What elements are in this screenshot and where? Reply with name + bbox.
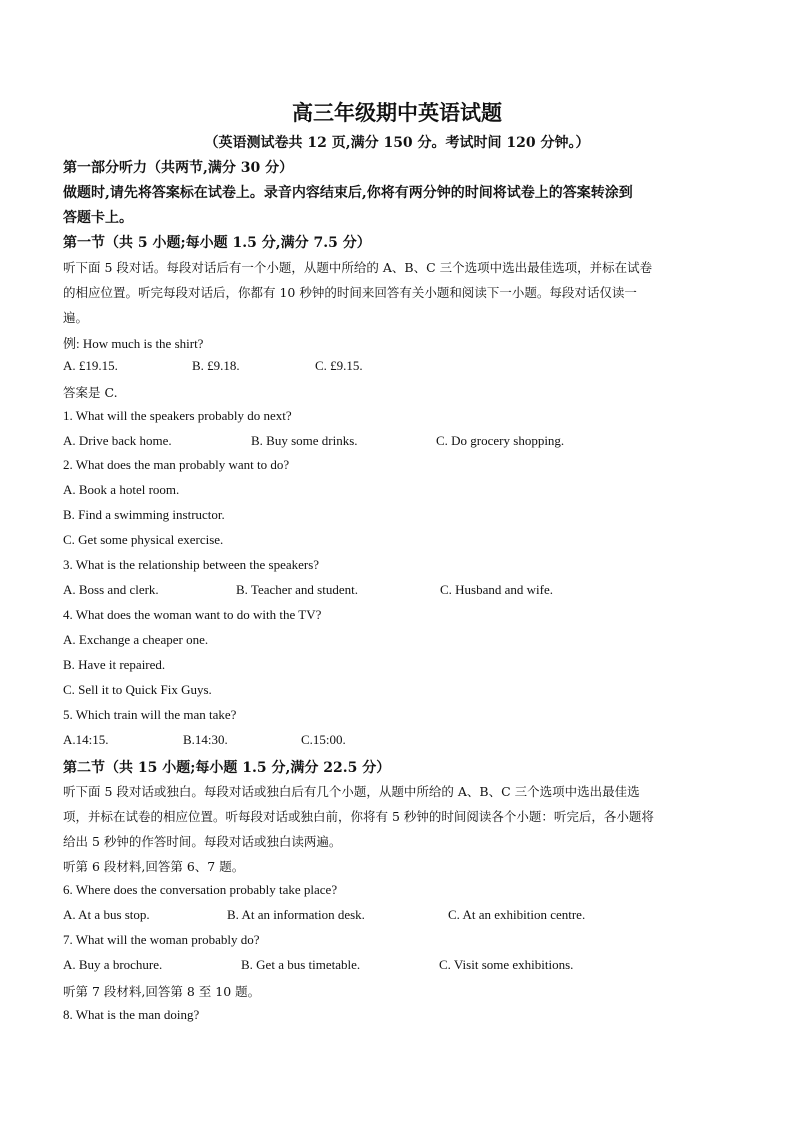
part1-heading: 第一部分听力（共两节,满分 30 分） (63, 160, 294, 176)
question-7-option-a: A. Buy a brochure. (63, 957, 163, 972)
section1-desc-line3: 遍。 (63, 310, 89, 325)
question-7-option-c: C. Visit some exhibitions. (439, 957, 574, 972)
question-5-option-b: B.14:30. (183, 732, 228, 747)
example-answer: 答案是 C. (63, 385, 118, 400)
section1-heading: 第一节（共 5 小题;每小题 1.5 分,满分 7.5 分） (63, 235, 371, 251)
question-6-option-b: B. At an information desk. (227, 907, 365, 922)
part1-instruction-line1: 做题时,请先将答案标在试卷上。录音内容结束后,你将有两分钟的时间将试卷上的答案转涂到 (63, 185, 633, 201)
question-4: 4. What does the woman want to do with the TV? (63, 607, 322, 622)
question-6-option-c: C. At an exhibition centre. (448, 907, 586, 922)
question-3: 3. What is the relationship between the speakers? (63, 557, 320, 572)
question-4-option-a: A. Exchange a cheaper one. (63, 632, 209, 647)
question-8: 8. What is the man doing? (63, 1007, 200, 1022)
section1-desc-line1: 听下面 5 段对话。每段对话后有一个小题，从题中所给的 A、B、C 三个选项中选出最佳选项，并标在试卷 (63, 260, 653, 275)
question-3-option-c: C. Husband and wife. (440, 582, 554, 597)
question-5-option-c: C.15:00. (301, 732, 346, 747)
question-7: 7. What will the woman probably do? (63, 932, 260, 947)
section1-desc-line2: 的相应位置。听完每段对话后，你都有 10 秒钟的时间来回答有关小题和阅读下一小题。每段对话仅读一 (63, 285, 637, 300)
page-title: 高三年级期中英语试题 (292, 100, 502, 125)
question-1-option-b: B. Buy some drinks. (251, 433, 358, 448)
question-5-option-a: A.14:15. (63, 732, 109, 747)
section2-heading: 第二节（共 15 小题;每小题 1.5 分,满分 22.5 分） (63, 760, 391, 776)
question-2: 2. What does the man probably want to do? (63, 457, 290, 472)
part1-instruction-line2: 答题卡上。 (63, 210, 133, 226)
section2-desc-line3: 给出 5 秒钟的作答时间。每段对话或独白读两遍。 (63, 834, 342, 849)
page-subtitle: （英语测试卷共 12 页,满分 150 分。考试时间 120 分钟。） (204, 135, 590, 151)
question-2-option-c: C. Get some physical exercise. (63, 532, 224, 547)
example-option-a: A. £19.15. (63, 358, 118, 373)
question-2-option-a: A. Book a hotel room. (63, 482, 180, 497)
example-question: 例: How much is the shirt? (63, 336, 204, 351)
material-6-intro: 听第 6 段材料,回答第 6、7 题。 (63, 859, 245, 874)
section2-desc-line1: 听下面 5 段对话或独白。每段对话或独白后有几个小题，从题中所给的 A、B、C 三个选项中选出最佳选 (63, 784, 640, 799)
question-5: 5. Which train will the man take? (63, 707, 237, 722)
section2-desc-line2: 项，并标在试卷的相应位置。听每段对话或独白前，你将有 5 秒钟的时间阅读各个小题：听完后，各小题将 (63, 809, 654, 824)
question-7-option-b: B. Get a bus timetable. (241, 957, 361, 972)
question-1-option-c: C. Do grocery shopping. (436, 433, 565, 448)
question-4-option-c: C. Sell it to Quick Fix Guys. (63, 682, 212, 697)
question-1: 1. What will the speakers probably do next? (63, 408, 292, 423)
question-1-option-a: A. Drive back home. (63, 433, 172, 448)
question-3-option-a: A. Boss and clerk. (63, 582, 159, 597)
question-6-option-a: A. At a bus stop. (63, 907, 150, 922)
question-3-option-b: B. Teacher and student. (236, 582, 358, 597)
example-option-c: C. £9.15. (315, 358, 363, 373)
question-2-option-b: B. Find a swimming instructor. (63, 507, 225, 522)
example-option-b: B. £9.18. (192, 358, 240, 373)
question-6: 6. Where does the conversation probably take place? (63, 882, 338, 897)
material-7-intro: 听第 7 段材料,回答第 8 至 10 题。 (63, 984, 261, 999)
question-4-option-b: B. Have it repaired. (63, 657, 166, 672)
